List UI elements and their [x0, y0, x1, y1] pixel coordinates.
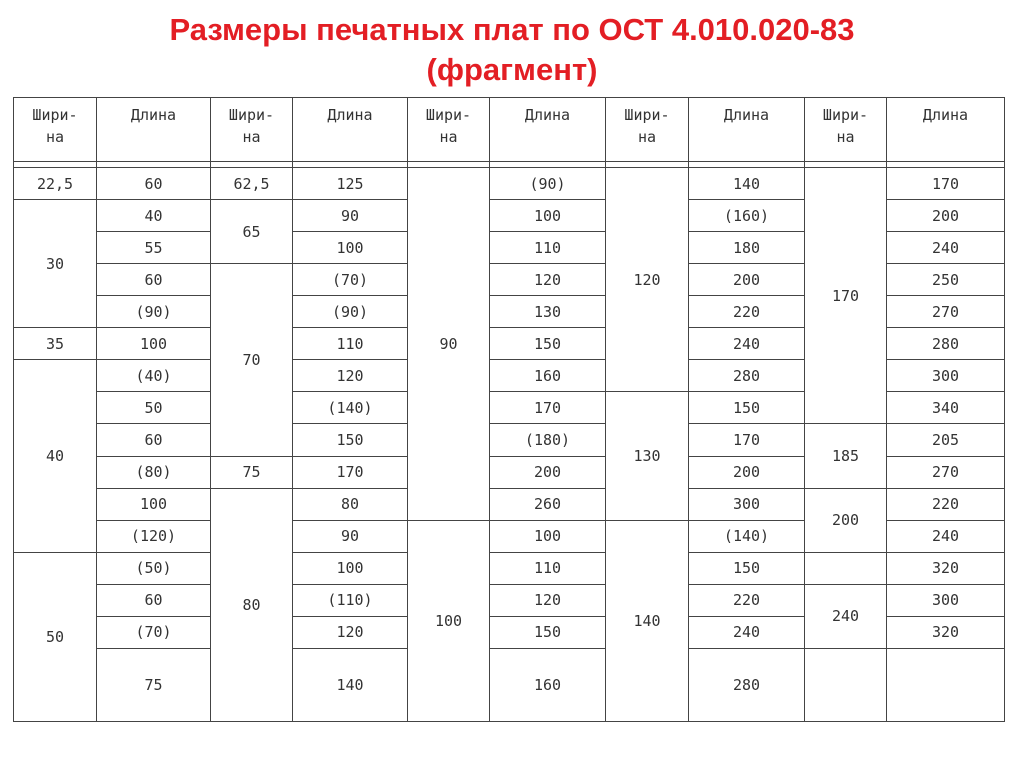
length-cell: 300 — [887, 360, 1005, 392]
width-cell: 80 — [211, 488, 293, 721]
width-cell: 130 — [606, 392, 689, 520]
width-cell: 22,5 — [14, 168, 97, 200]
length-cell: 100 — [490, 520, 606, 552]
length-cell: 120 — [293, 360, 408, 392]
length-cell: (180) — [490, 424, 606, 456]
length-cell: 120 — [490, 264, 606, 296]
width-cell: 120 — [606, 168, 689, 392]
width-cell: 75 — [211, 456, 293, 488]
length-cell: 90 — [293, 200, 408, 232]
length-cell: 250 — [887, 264, 1005, 296]
length-cell: 100 — [97, 328, 211, 360]
length-cell: 200 — [689, 456, 805, 488]
length-cell: 170 — [293, 456, 408, 488]
length-cell: 170 — [490, 392, 606, 424]
length-cell: 130 — [490, 296, 606, 328]
length-cell: 320 — [887, 616, 1005, 648]
blank-cell — [805, 552, 887, 584]
length-cell: 180 — [689, 232, 805, 264]
width-cell: 70 — [211, 264, 293, 456]
length-cell: 270 — [887, 296, 1005, 328]
length-cell: (90) — [293, 296, 408, 328]
length-cell: (80) — [97, 456, 211, 488]
header-row — [14, 98, 1005, 162]
length-cell: 205 — [887, 424, 1005, 456]
length-cell: 40 — [97, 200, 211, 232]
length-cell: 220 — [689, 584, 805, 616]
header-width: Шири- на — [805, 98, 887, 162]
width-cell: 40 — [14, 360, 97, 552]
length-cell: 280 — [887, 328, 1005, 360]
length-cell: (160) — [689, 200, 805, 232]
length-cell: 60 — [97, 168, 211, 200]
length-cell: 100 — [490, 200, 606, 232]
header-length: Длина — [490, 98, 606, 162]
length-cell: 150 — [689, 552, 805, 584]
length-cell: 220 — [887, 488, 1005, 520]
length-cell: 200 — [887, 200, 1005, 232]
length-cell: 340 — [887, 392, 1005, 424]
length-cell: 220 — [689, 296, 805, 328]
length-cell: 60 — [97, 584, 211, 616]
header-length: Длина — [97, 98, 211, 162]
length-cell: 55 — [97, 232, 211, 264]
length-cell: (70) — [97, 616, 211, 648]
length-cell: 240 — [689, 616, 805, 648]
title-line-1: Размеры печатных плат по ОСТ 4.010.020-83 — [169, 12, 855, 47]
length-cell: (90) — [97, 296, 211, 328]
table-row — [14, 552, 1005, 584]
length-cell: 140 — [689, 168, 805, 200]
length-cell: 150 — [490, 616, 606, 648]
length-cell: 50 — [97, 392, 211, 424]
length-cell: (40) — [97, 360, 211, 392]
length-cell: 100 — [293, 232, 408, 264]
length-cell: 160 — [490, 648, 606, 721]
length-cell: 240 — [887, 520, 1005, 552]
length-cell: (120) — [97, 520, 211, 552]
width-cell: 90 — [408, 168, 490, 521]
length-cell: (70) — [293, 264, 408, 296]
table-row — [14, 488, 1005, 520]
length-cell: 170 — [689, 424, 805, 456]
width-cell: 185 — [805, 424, 887, 488]
header-width: Шири- на — [408, 98, 490, 162]
length-cell: 80 — [293, 488, 408, 520]
length-cell: 100 — [97, 488, 211, 520]
blank-cell — [805, 648, 887, 721]
length-cell: 75 — [97, 648, 211, 721]
pcb-size-table — [13, 97, 1005, 722]
length-cell: 320 — [887, 552, 1005, 584]
page-title — [0, 10, 1024, 90]
length-cell: 240 — [689, 328, 805, 360]
length-cell: 150 — [490, 328, 606, 360]
header-length: Длина — [887, 98, 1005, 162]
length-cell: 280 — [689, 648, 805, 721]
length-cell: 100 — [293, 552, 408, 584]
length-cell: 300 — [887, 584, 1005, 616]
length-cell: 140 — [293, 648, 408, 721]
length-cell: 90 — [293, 520, 408, 552]
header-length: Длина — [293, 98, 408, 162]
width-cell: 100 — [408, 520, 490, 721]
length-cell: 60 — [97, 424, 211, 456]
length-cell: 300 — [689, 488, 805, 520]
length-cell: 110 — [490, 552, 606, 584]
length-cell: 170 — [887, 168, 1005, 200]
length-cell: 120 — [293, 616, 408, 648]
length-cell: 125 — [293, 168, 408, 200]
length-cell: 60 — [97, 264, 211, 296]
width-cell: 200 — [805, 488, 887, 552]
table-row — [14, 648, 1005, 721]
header-width: Шири- на — [14, 98, 97, 162]
length-cell: (140) — [293, 392, 408, 424]
length-cell: 150 — [293, 424, 408, 456]
width-cell: 35 — [14, 328, 97, 360]
length-cell: 240 — [887, 232, 1005, 264]
length-cell: 160 — [490, 360, 606, 392]
length-cell: 110 — [293, 328, 408, 360]
header-width: Шири- на — [606, 98, 689, 162]
width-cell: 50 — [14, 552, 97, 721]
length-cell: 110 — [490, 232, 606, 264]
width-cell: 30 — [14, 200, 97, 328]
width-cell: 65 — [211, 200, 293, 264]
table-row — [14, 424, 1005, 456]
width-cell: 170 — [805, 168, 887, 424]
width-cell: 240 — [805, 584, 887, 648]
width-cell: 140 — [606, 520, 689, 721]
length-cell — [887, 648, 1005, 721]
length-cell: (110) — [293, 584, 408, 616]
length-cell: (140) — [689, 520, 805, 552]
length-cell: 120 — [490, 584, 606, 616]
length-cell: 200 — [689, 264, 805, 296]
length-cell: 270 — [887, 456, 1005, 488]
length-cell: 150 — [689, 392, 805, 424]
table-row — [14, 168, 1005, 200]
length-cell: 200 — [490, 456, 606, 488]
length-cell: (50) — [97, 552, 211, 584]
length-cell: (90) — [490, 168, 606, 200]
length-cell: 280 — [689, 360, 805, 392]
header-length: Длина — [689, 98, 805, 162]
title-line-2: (фрагмент) — [426, 52, 598, 87]
table-row — [14, 584, 1005, 616]
length-cell: 260 — [490, 488, 606, 520]
width-cell: 62,5 — [211, 168, 293, 200]
header-width: Шири- на — [211, 98, 293, 162]
